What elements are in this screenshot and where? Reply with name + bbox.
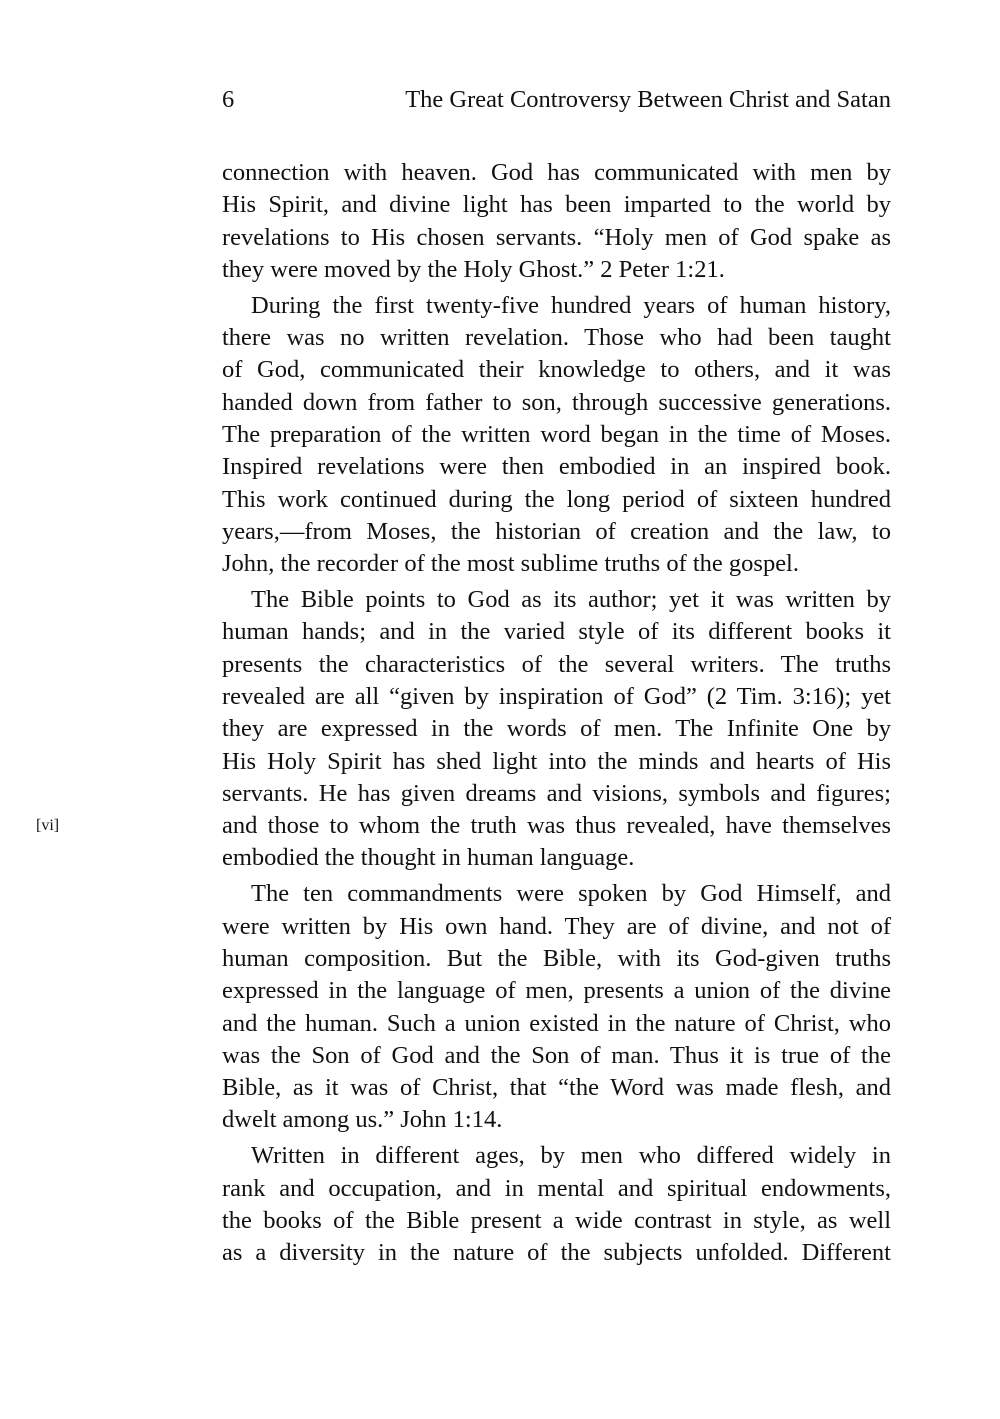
- page-number: 6: [222, 86, 235, 113]
- text-line: John, the recorder of the most sublime truths of the gospel.: [222, 550, 799, 578]
- paragraph: [222, 290, 891, 581]
- text-line: the books of the Bible present a wide contrast in style, as well: [222, 1206, 891, 1234]
- text-line: Inspired revelations were then embodied in an inspired book.: [222, 453, 891, 481]
- body-text: [222, 157, 891, 1273]
- text-line: Bible, as it was of Christ, that “the Word was made flesh, and: [222, 1074, 891, 1102]
- text-line: revelations to His chosen servants. “Holy men of God spake as: [222, 223, 891, 251]
- text-line: they are expressed in the words of men. The Infinite One by: [222, 715, 891, 743]
- text-line: they were moved by the Holy Ghost.” 2 Peter 1:21.: [222, 255, 725, 283]
- text-line: This work continued during the long period of sixteen hundred: [222, 485, 891, 513]
- text-line: The Bible points to God as its author; yet it was written by: [251, 586, 891, 614]
- text-line: years,—from Moses, the historian of creation and the law, to: [222, 517, 891, 545]
- text-line: revealed are all “given by inspiration of God” (2 Tim. 3:16); yet: [222, 682, 891, 710]
- text-line: During the first twenty-five hundred years of human history,: [251, 291, 891, 319]
- paragraph: [222, 584, 891, 875]
- text-line: The preparation of the written word began in the time of Moses.: [222, 420, 891, 448]
- margin-page-reference: [vi]: [36, 817, 60, 834]
- text-line: embodied the thought in human language.: [222, 844, 635, 872]
- text-line: as a diversity in the nature of the subjects unfolded. Different: [222, 1239, 891, 1267]
- paragraph: [222, 1140, 891, 1269]
- text-line: handed down from father to son, through successive generations.: [222, 388, 891, 416]
- text-line: was the Son of God and the Son of man. Thus it is true of the: [222, 1041, 891, 1069]
- text-line: and the human. Such a union existed in the nature of Christ, who: [222, 1009, 891, 1037]
- running-title: The Great Controversy Between Christ and Satan: [405, 86, 891, 113]
- paragraph: [222, 878, 891, 1136]
- text-line: expressed in the language of men, presents a union of the divine: [222, 977, 891, 1005]
- paragraph: [222, 157, 891, 286]
- text-line: His Holy Spirit has shed light into the minds and hearts of His: [222, 747, 891, 775]
- text-line: there was no written revelation. Those who had been taught: [222, 324, 891, 352]
- text-line: of God, communicated their knowledge to others, and it was: [222, 356, 891, 384]
- text-line: The ten commandments were spoken by God Himself, and: [251, 880, 891, 908]
- page-header: [222, 84, 891, 116]
- text-line: connection with heaven. God has communicated with men by: [222, 159, 891, 186]
- text-line: and those to whom the truth was thus revealed, have themselves: [222, 812, 891, 840]
- text-line: human composition. But the Bible, with its God-given truths: [222, 944, 891, 972]
- text-line: human hands; and in the varied style of its different books it: [222, 618, 891, 646]
- text-line: His Spirit, and divine light has been imparted to the world by: [222, 191, 891, 219]
- text-line: Written in different ages, by men who differed widely in: [251, 1142, 891, 1170]
- text-line: were written by His own hand. They are of divine, and not of: [222, 912, 891, 940]
- text-line: rank and occupation, and in mental and spiritual endowments,: [222, 1174, 891, 1202]
- text-line: dwelt among us.” John 1:14.: [222, 1106, 503, 1134]
- text-line: presents the characteristics of the several writers. The truths: [222, 650, 891, 678]
- text-line: servants. He has given dreams and visions, symbols and figures;: [222, 779, 891, 807]
